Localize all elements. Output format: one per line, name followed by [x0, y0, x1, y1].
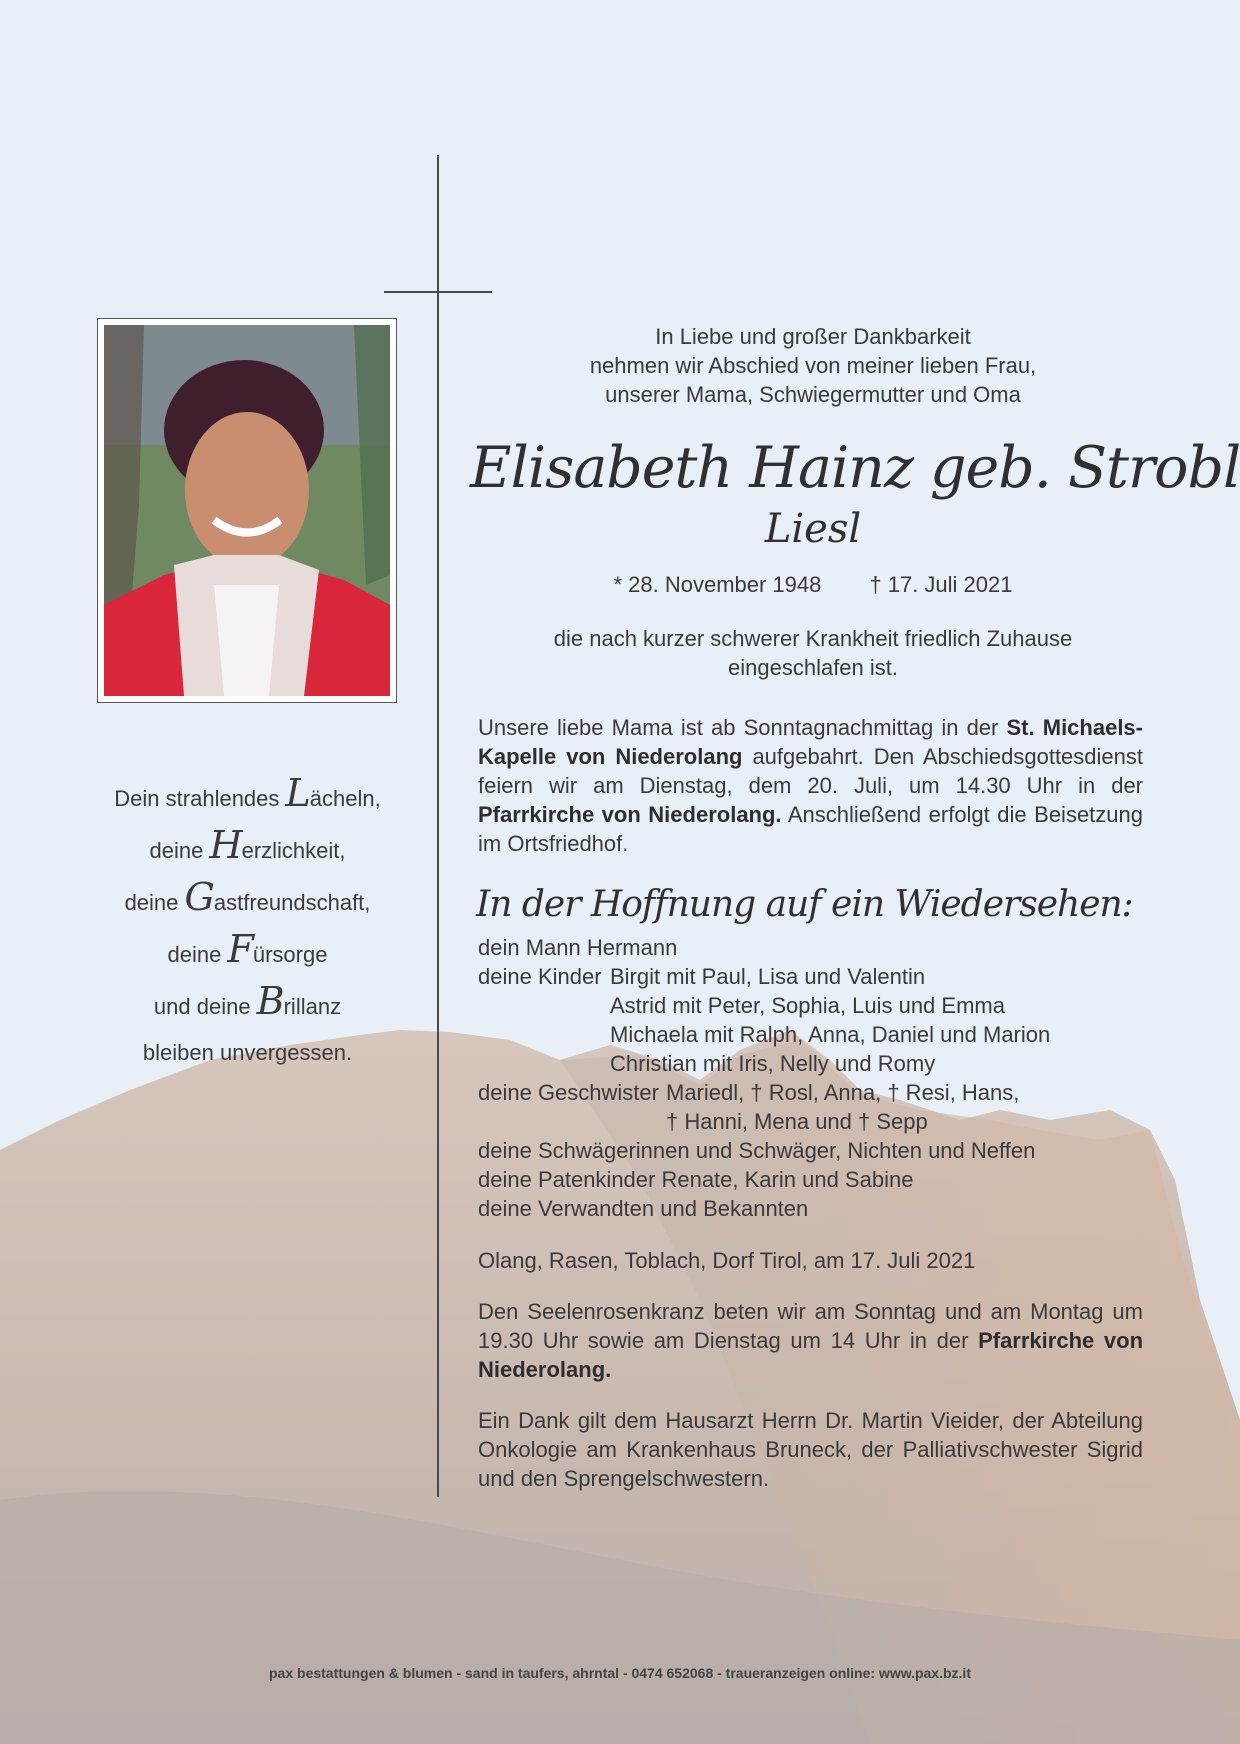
family-inlaws: deine Schwägerinnen und Schwäger, Nichten und Neffen [478, 1138, 1036, 1163]
footer: pax bestattungen & blumen - sand in taufers, ahrntal - 0474 652068 - traueranzeigen online: www.pax.bz.it [269, 1665, 971, 1681]
kids-label: deine Kinder [478, 964, 602, 989]
deceased-name: Elisabeth Hainz geb. Strobl [470, 435, 1240, 501]
verse-initial: L [285, 771, 310, 815]
verse-line [60, 978, 435, 1030]
verse-line [60, 822, 435, 874]
funeral-text: Unsere liebe Mama ist ab Sonntagnachmittag in der [478, 715, 1007, 740]
sibling-entry: † Hanni, Mena und † Sepp [666, 1109, 928, 1134]
verse-line [60, 926, 435, 978]
kid-entry: Astrid mit Peter, Sophia, Luis und Emma [610, 993, 1005, 1018]
kid-entry: Birgit mit Paul, Lisa und Valentin [610, 964, 926, 989]
cross-icon [437, 155, 439, 1497]
verse-text: ächeln, [309, 786, 381, 811]
kid-entry: Michaela mit Ralph, Anna, Daniel und Marion [610, 1022, 1051, 1047]
hope-heading: In der Hoffnung auf ein Wiedersehen: [476, 884, 1133, 925]
birth-date: * 28. November 1948 [613, 572, 822, 597]
place-date: Olang, Rasen, Toblach, Dorf Tirol, am 17. Juli 2021 [478, 1248, 976, 1273]
intro-line: nehmen wir Abschied von meiner lieben Frau, [589, 353, 1037, 378]
verse-initial: B [256, 979, 284, 1023]
verse-text: Dein strahlendes [114, 786, 286, 811]
verse-text: bleiben unvergessen. [142, 1040, 353, 1065]
death-description [478, 624, 1148, 682]
verse-line [60, 770, 435, 822]
siblings-label: deine Geschwister [478, 1080, 659, 1105]
rosary-text: Den Seelenrosenkranz beten wir am Sonntag und am Montag um 19.30 Uhr sowie am Dienstag um 14 Uhr in der [478, 1299, 1143, 1353]
funeral-info [478, 713, 1143, 858]
family-kids [478, 962, 1158, 991]
death-text-line: eingeschlafen ist. [728, 655, 898, 680]
family-husband: dein Mann Hermann [478, 935, 678, 960]
death-date: † 17. Juli 2021 [869, 572, 1013, 597]
verse-text: deine [167, 942, 228, 967]
verse-initial: F [227, 927, 253, 971]
deceased-nickname: Liesl [764, 506, 862, 552]
verse-text: rillanz [283, 994, 342, 1019]
verse-text: und deine [153, 994, 257, 1019]
verse-text: ürsorge [252, 942, 328, 967]
sibling-entry: Mariedl, † Rosl, Anna, † Resi, Hans, [666, 1080, 1020, 1105]
family-list [478, 933, 1158, 1223]
portrait-image [104, 325, 390, 696]
verse-initial: G [184, 875, 214, 919]
verse-text: deine [124, 890, 185, 915]
rosary-info [478, 1297, 1143, 1384]
intro-line: unserer Mama, Schwiegermutter und Oma [605, 382, 1021, 407]
funeral-text: aufgebahrt. Den Abschiedsgottesdienst feiern wir am Dienstag, dem 20. Juli, um 14.30 Uhr in der [478, 744, 1143, 798]
verse-line [60, 874, 435, 926]
portrait-photo [97, 318, 397, 703]
life-dates [478, 570, 1148, 600]
intro-line: In Liebe und großer Dankbarkeit [655, 324, 971, 349]
church-name: Pfarrkirche von Niederolang. [478, 1328, 1144, 1382]
family-relatives: deine Verwandten und Bekannten [478, 1196, 809, 1221]
verse-initial: H [209, 823, 242, 867]
death-text-line: die nach kurzer schwerer Krankheit friedlich Zuhause [553, 626, 1073, 651]
kid-entry: Christian mit Iris, Nelly und Romy [610, 1051, 936, 1076]
church-name: Pfarrkirche von Niederolang. [478, 802, 782, 827]
family-siblings [478, 1078, 1158, 1107]
verse-text: erzlichkeit, [241, 838, 346, 863]
intro-text [478, 322, 1148, 409]
thanks-text: Ein Dank gilt dem Hausarzt Herrn Dr. Martin Vieider, der Abteilung Onkologie am Krankenhaus Bruneck, der Palliativschwester Sigrid und den Sprengelschwestern. [478, 1408, 1143, 1491]
verse-text: astfreundschaft, [213, 890, 371, 915]
chapel-name: St. Michaels-Kapelle von Niederolang [478, 715, 1143, 769]
cross-icon-bar [384, 291, 492, 293]
funeral-text: Anschließend erfolgt die Beisetzung im Ortsfriedhof. [478, 802, 1143, 856]
memorial-verse [60, 770, 435, 1076]
family-godchildren: deine Patenkinder Renate, Karin und Sabine [478, 1167, 914, 1192]
verse-line [60, 1030, 435, 1076]
verse-text: deine [149, 838, 210, 863]
